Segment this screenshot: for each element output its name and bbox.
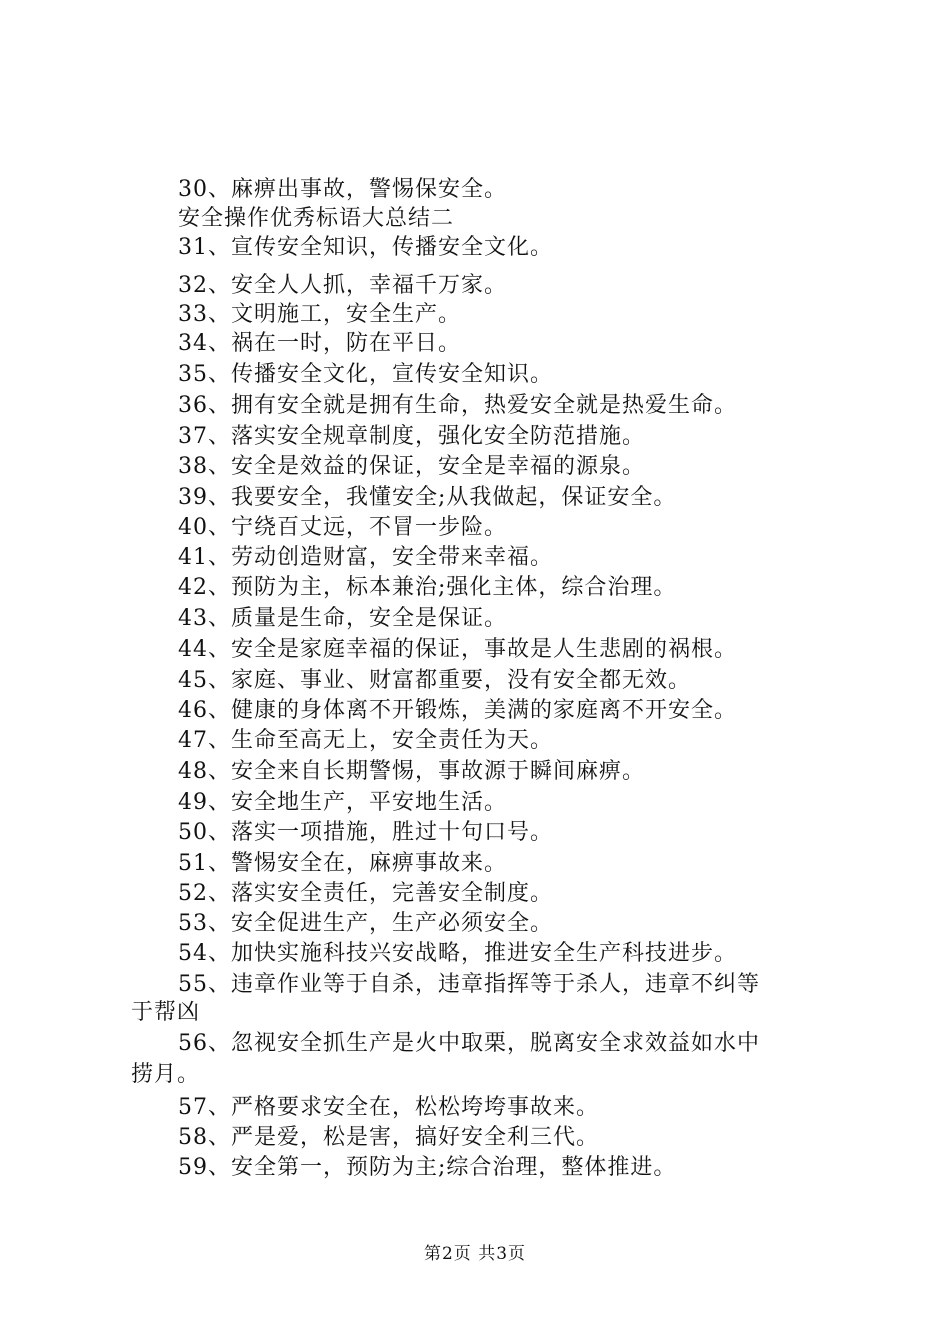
text-line: 46、健康的身体离不开锻炼，美满的家庭离不开安全。	[178, 698, 737, 723]
text-line: 59、安全第一，预防为主;综合治理，整体推进。	[178, 1155, 677, 1180]
text-line: 42、预防为主，标本兼治;强化主体，综合治理。	[178, 575, 677, 600]
text-line-continuation: 于帮凶	[131, 1000, 201, 1025]
section-heading: 安全操作优秀标语大总结二	[178, 206, 455, 231]
text-line: 57、严格要求安全在，松松垮垮事故来。	[178, 1095, 599, 1120]
text-line: 30、麻痹出事故，警惕保安全。	[178, 177, 507, 202]
text-line: 35、传播安全文化，宣传安全知识。	[178, 362, 553, 387]
text-line: 51、警惕安全在，麻痹事故来。	[178, 851, 507, 876]
text-line: 34、祸在一时，防在平日。	[178, 331, 461, 356]
text-line: 31、宣传安全知识，传播安全文化。	[178, 235, 553, 260]
text-line: 37、落实安全规章制度，强化安全防范措施。	[178, 424, 645, 449]
page-footer: 第2页 共3页	[423, 1244, 527, 1264]
text-line: 38、安全是效益的保证，安全是幸福的源泉。	[178, 454, 645, 479]
text-line: 56、忽视安全抓生产是火中取栗，脱离安全求效益如水中	[178, 1031, 760, 1056]
text-line: 55、违章作业等于自杀，违章指挥等于杀人，违章不纠等	[178, 972, 760, 997]
text-line: 40、宁绕百丈远，不冒一步险。	[178, 515, 507, 540]
text-line: 54、加快实施科技兴安战略，推进安全生产科技进步。	[178, 941, 737, 966]
text-line: 33、文明施工，安全生产。	[178, 302, 461, 327]
text-line: 48、安全来自长期警惕，事故源于瞬间麻痹。	[178, 759, 645, 784]
text-line: 45、家庭、事业、财富都重要，没有安全都无效。	[178, 668, 691, 693]
text-line-continuation: 捞月。	[131, 1062, 201, 1087]
text-line: 44、安全是家庭幸福的保证，事故是人生悲剧的祸根。	[178, 637, 737, 662]
text-line: 52、落实安全责任，完善安全制度。	[178, 881, 553, 906]
text-line: 32、安全人人抓，幸福千万家。	[178, 273, 507, 298]
text-line: 58、严是爱，松是害，搞好安全利三代。	[178, 1125, 599, 1150]
text-line: 49、安全地生产，平安地生活。	[178, 790, 507, 815]
text-line: 41、劳动创造财富，安全带来幸福。	[178, 545, 553, 570]
text-line: 53、安全促进生产，生产必须安全。	[178, 911, 553, 936]
text-line: 50、落实一项措施，胜过十句口号。	[178, 820, 553, 845]
text-line: 39、我要安全，我懂安全;从我做起，保证安全。	[178, 485, 677, 510]
text-line: 36、拥有安全就是拥有生命，热爱安全就是热爱生命。	[178, 393, 737, 418]
text-line: 43、质量是生命，安全是保证。	[178, 606, 507, 631]
text-line: 47、生命至高无上，安全责任为天。	[178, 728, 553, 753]
